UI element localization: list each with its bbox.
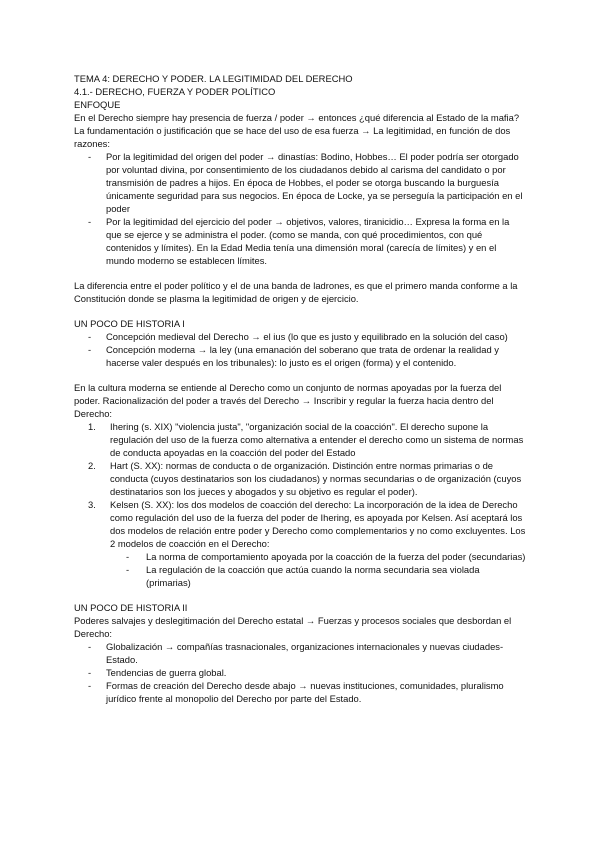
number-marker: 1. [88,421,96,432]
number-marker: 3. [88,499,96,510]
list-item: - Concepción medieval del Derecho → el ius (lo que es justo y equilibrado en la solución del caso) [88,331,508,342]
bullet-marker: - [88,151,92,162]
paragraph: Poderes salvajes y deslegitimación del Derecho estatal → Fuerzas y procesos sociales que desbordan el Derecho: [74,615,512,639]
list-item: - Tendencias de guerra global. [88,667,227,678]
document-content [74,72,526,705]
sub-list-item: - La norma de comportamiento apoyada por la coacción de la fuerza del poder (secundarias) [126,551,526,562]
bullet-marker: - [88,667,92,678]
list-item: - Por la legitimidad del ejercicio del poder → objetivos, valores, tiranicidio… Expresa la forma en la que se ejerce y se administra el poder. (como se manda, con qué procedimientos, con qué contenidos y límites). En la Edad Media tenía una dimensión moral (carecía de límites) y en el mundo moderno se establecen límites. [88,216,510,266]
paragraph: En la cultura moderna se entiende al Derecho como un conjunto de normas apoyadas por la fuerza del poder. Racionalización del poder a través del Derecho → Inscribir y regular la fuerza hacia dentro del Derecho: [74,382,502,419]
sub-list-item: - La regulación de la coacción que actúa cuando la norma secundaria sea violada (primarias) [126,564,480,588]
section-subtitle: 4.1.- DERECHO, FUERZA Y PODER POLÍTICO [74,86,276,97]
list-item: - Concepción moderna → la ley (una emanación del soberano que trata de ordenar la realidad y hacerse valer después en los tribunales): lo justo es el origen (forma) y el contenido. [88,344,499,368]
bullet-marker: - [126,564,130,575]
bullet-marker: - [88,344,92,355]
heading-historia-ii: UN POCO DE HISTORIA II [74,602,188,613]
bullet-marker: - [88,641,92,652]
list-item: - Por la legitimidad del origen del poder → dinastías: Bodino, Hobbes… El poder podría ser otorgado por voluntad divina, por consentimiento de los ciudadanos debido al carisma del candidato o por transmisión de padres a hijos. En época de Hobbes, el poder se otorga buscando la burguesía únicamente seguridad para sus negocios. En época de Locke, ya se perseguía la participación en el poder [88,151,523,214]
number-marker: 2. [88,460,96,471]
paragraph: En el Derecho siempre hay presencia de fuerza / poder → entonces ¿qué diferencia al Estado de la mafia? La fundamentación o justificación que se hace del uso de esa fuerza → La legitimidad, en función de dos razones: [74,112,520,149]
paragraph: La diferencia entre el poder político y el de una banda de ladrones, es que el primero manda conforme a la Constitución donde se plasma la legitimidad de origen y de ejercicio. [74,280,518,304]
numbered-item: 1. Ihering (s. XIX) "violencia justa", "organización social de la coacción". El derecho supone la regulación del uso de la fuerza como alternativa a entender el derecho como un sistema de normas de conducta apoyadas en la coacción del poder del Estado [88,421,524,458]
heading-historia-i: UN POCO DE HISTORIA I [74,318,185,329]
bullet-marker: - [88,680,92,691]
bullet-marker: - [88,216,92,227]
page-title: TEMA 4: DERECHO Y PODER. LA LEGITIMIDAD DEL DERECHO [74,73,353,84]
numbered-item: 2. Hart (S. XX): normas de conducta o de organización. Distinción entre normas primarias o de conducta (cuyos destinatarios son los ciudadanos) y normas secundarias o de organización (cuyos destinatarios son los jueces y abogados y su objetivo es regular el poder). [88,460,522,497]
bullet-marker: - [126,551,130,562]
list-item: - Globalización → compañías trasnacionales, organizaciones internacionales y nuevas ciudades-Estado. [88,641,504,665]
bullet-marker: - [88,331,92,342]
heading-enfoque: ENFOQUE [74,99,121,110]
numbered-item: 3. Kelsen (S. XX): los dos modelos de coacción del derecho: La incorporación de la idea de Derecho como regulación del uso de la fuerza del poder de Ihering, es apoyada por Kelsen. Así aceptará los dos modelos de relación entre poder y Derecho como complementarios y no como excluyentes. Los 2 modelos de coacción en el Derecho: [88,499,526,549]
list-item: - Formas de creación del Derecho desde abajo → nuevas instituciones, comunidades, pluralismo jurídico frente al monopolio del Derecho por parte del Estado. [88,680,504,704]
